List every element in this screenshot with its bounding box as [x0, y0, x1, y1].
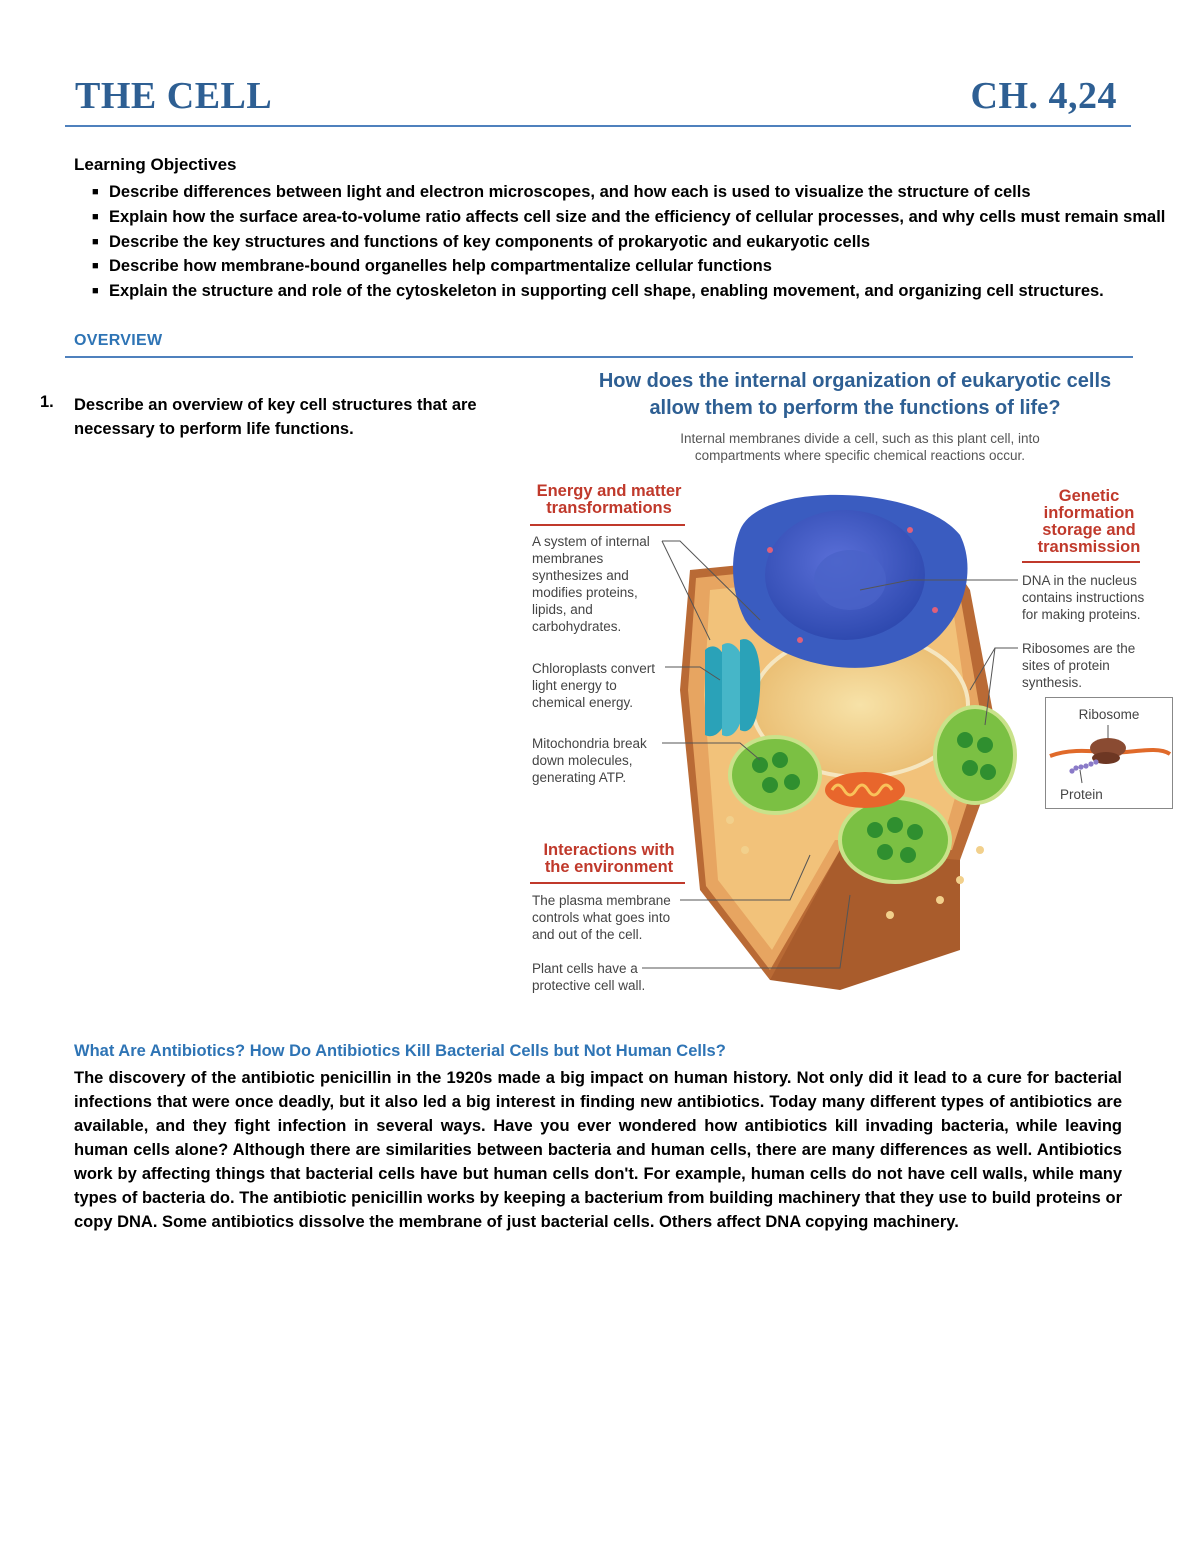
list-item: ■ Describe differences between light and electron microscopes, and how each is used to visualize the structure of cells: [92, 180, 1192, 205]
antibiotics-heading: What Are Antibiotics? How Do Antibiotics Kill Bacterial Cells but Not Human Cells?: [74, 1042, 726, 1060]
antibiotics-body: The discovery of the antibiotic penicillin in the 1920s made a big impact on human history. Not only did it lead to a cure for bacterial infections that were once deadly, but it also led a big interest in finding new antibiotics. Today many different types of antibiotics are available, and they fight infection in several ways. Have you ever wondered how antibiotics kill invading bacteria, while leaving human cells alone? Although there are similarities between bacteria and human cells, there are many differences as well. Antibiotics work by affecting things that bacterial cells have but human cells don't. For example, human cells do not have cell walls, while many types of bacteria do. The antibiotic penicillin works by keeping a bacterium from building machinery that they use to build proteins or copy DNA. Some antibiotics dissolve the membrane of just bacterial cells. Others affect DNA copying machinery.: [74, 1069, 1122, 1231]
genetic-heading: Genetic information storage and transmission: [1037, 487, 1141, 556]
list-item: ■ Explain the structure and role of the cytoskeleton in supporting cell shape, enabling movement, and organizing cell structures.: [92, 279, 1192, 304]
figure-subtitle: Internal membranes divide a cell, such as this plant cell, into compartments where specific chemical reactions occur.: [680, 431, 1040, 463]
bullet-icon: ■: [92, 210, 99, 223]
label-ribosomes: Ribosomes are the sites of protein synthesis.: [1022, 641, 1136, 690]
chapter-label: CH. 4,24: [970, 75, 1117, 117]
question-text: Describe an overview of key cell structures that are necessary to perform life functions.: [74, 396, 477, 438]
bullet-icon: ■: [92, 186, 99, 198]
inset-ribosome-label: Ribosome: [1078, 707, 1140, 722]
bullet-icon: ■: [92, 285, 99, 298]
bullet-icon: ■: [92, 235, 99, 248]
learning-objectives-heading: Learning Objectives: [74, 155, 237, 174]
bullet-icon: ■: [92, 260, 99, 273]
label-cell-wall: Plant cells have a protective cell wall.: [532, 961, 646, 993]
list-item: ■ Describe how membrane-bound organelles help compartmentalize cellular functions: [92, 254, 1192, 279]
page-title: THE CELL: [75, 75, 273, 117]
list-item: ■ Explain how the surface area-to-volume ratio affects cell size and the efficiency of cellular processes, and why cells must remain small: [92, 205, 1192, 230]
label-mitochondria: Mitochondria break down molecules, generating ATP.: [532, 736, 647, 785]
energy-heading: Energy and matter transformations: [536, 482, 682, 517]
figure-title: How does the internal organization of eukaryotic cells allow them to perform the functions of life?: [598, 370, 1112, 419]
overview-heading: OVERVIEW: [74, 332, 163, 349]
label-membranes: A system of internal membranes synthesizes and modifies proteins, lipids, and carbohydrates.: [532, 534, 650, 634]
inset-protein-label: Protein: [1060, 787, 1103, 802]
list-item: ■ Describe the key structures and functions of key components of prokaryotic and eukaryotic cells: [92, 230, 1192, 255]
label-dna: DNA in the nucleus contains instructions for making proteins.: [1022, 573, 1145, 622]
label-plasma-membrane: The plasma membrane controls what goes into and out of the cell.: [532, 893, 671, 942]
interactions-heading: Interactions with the environment: [543, 841, 675, 876]
label-chloroplasts: Chloroplasts convert light energy to chemical energy.: [532, 661, 656, 710]
question-number: 1.: [40, 393, 54, 411]
